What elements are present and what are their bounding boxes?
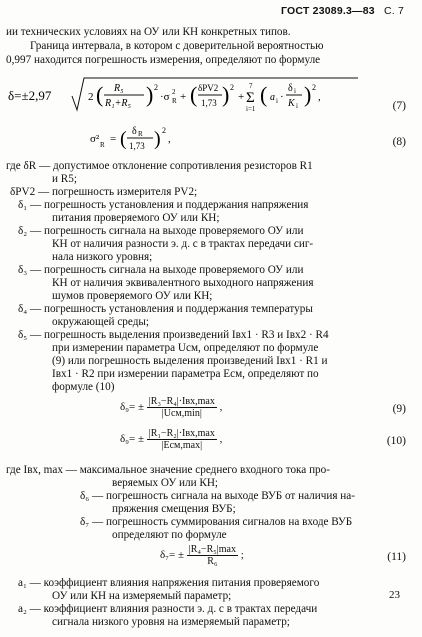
- paragraph-line: ии технических условиях на ОУ или КН конкретных типов.: [6, 26, 291, 38]
- svg-text:K: K: [288, 98, 295, 109]
- svg-text:2: 2: [172, 88, 176, 96]
- svg-text:·: ·: [280, 91, 284, 103]
- svg-text:i: i: [294, 87, 296, 95]
- formula-10-denominator: |Eсм,max|: [161, 440, 203, 451]
- svg-text:,: ,: [168, 133, 171, 145]
- svg-text:2: 2: [162, 126, 166, 135]
- svg-text:): ): [146, 82, 154, 107]
- formula-9-denominator: |Uсм,min|: [161, 408, 202, 419]
- formula-11-lhs: δ₇= ±: [160, 549, 185, 562]
- formula-7-number: (7): [392, 100, 406, 112]
- definition-line: формуле (10): [52, 381, 115, 393]
- svg-text:R: R: [172, 97, 177, 105]
- definition-line: ОУ или КН на измеряемый параметр;: [52, 590, 232, 602]
- definition-line: пряжения смещения ВУБ;: [112, 503, 236, 515]
- definition-line: веряемых ОУ или КН;: [112, 477, 219, 489]
- formula-7-lhs: δ=±2,97: [8, 88, 52, 103]
- header-page: С. 7: [383, 5, 404, 17]
- formula-9: δ₉= ± $\frac{\text{|R₃−R₄|·Iвх,max}}{\text{|Uсм,min|}}$ ,: [120, 396, 223, 419]
- svg-text:(: (: [190, 82, 198, 107]
- page-number: 23: [389, 589, 400, 601]
- svg-text:2: 2: [154, 83, 158, 92]
- svg-text:δ: δ: [288, 83, 293, 94]
- standard-number: ГОСТ 23089.3—83: [281, 5, 375, 17]
- definition-line: δ₆ — погрешность сигнала на выходе ВУБ от наличия на-: [80, 490, 355, 502]
- formula-11-denominator: R₆: [207, 556, 218, 567]
- definition-line: и R5;: [52, 173, 77, 185]
- formula-10-lhs: δ₉= ±: [120, 433, 145, 446]
- formula-7-graphic: [8, 74, 368, 120]
- svg-text:Σ: Σ: [246, 90, 255, 106]
- svg-text:i=1: i=1: [246, 105, 256, 113]
- definition-line: a₂ — коэффициент влияния разности э. д. с в трактах передачи: [18, 603, 318, 615]
- definition-line: КН от наличия эквивалентного выходного напряжения: [52, 277, 314, 289]
- definition-line: где δR — допустимое отклонение сопротивления резисторов R1: [6, 160, 313, 172]
- definition-line: Iвх1 · R2 при измерении параметра Eсм, определяют по: [52, 368, 319, 380]
- paragraph-line: Граница интервала, в котором с доверительной вероятностью: [30, 40, 324, 52]
- svg-text:,: ,: [318, 91, 321, 103]
- formula-8-lhs: σ²: [90, 133, 100, 145]
- formula-11-number: (11): [387, 551, 406, 563]
- svg-text:i: i: [276, 97, 278, 105]
- definition-line: a₁ — коэффициент влияния напряжения питания проверяемого: [18, 577, 320, 589]
- formula-10: δ₉= ± $\frac{\text{|R₁−R₂|·Iвх,max}}{\text{|Eсм,max|}}$ ,: [120, 428, 223, 451]
- formula-8-graphic: [8, 122, 208, 156]
- svg-text:1,73: 1,73: [129, 141, 145, 151]
- svg-text:2: 2: [88, 91, 94, 103]
- svg-text:7: 7: [249, 82, 253, 90]
- definition-line: δ₄ — погрешность установления и поддержания температуры: [18, 303, 313, 315]
- svg-text:2: 2: [230, 83, 234, 92]
- page-header: [281, 5, 404, 17]
- svg-text:2: 2: [312, 83, 316, 92]
- svg-text:a: a: [270, 92, 275, 103]
- svg-text:): ): [222, 82, 230, 107]
- svg-text:1,73: 1,73: [201, 98, 217, 108]
- svg-text:+: +: [238, 91, 245, 103]
- formula-9-fraction: [147, 396, 217, 419]
- svg-text:R₁+R₅: R₁+R₅: [105, 98, 131, 109]
- definition-line: нала низкого уровня;: [52, 251, 153, 263]
- formula-10-number: (10): [386, 435, 406, 447]
- definition-line: шумов проверяемого ОУ или КН;: [52, 290, 213, 302]
- definition-line: δ₇ — погрешность суммирования сигналов на входе ВУБ: [80, 516, 353, 528]
- svg-text:δ: δ: [132, 126, 137, 137]
- definition-line: (9) или погрешность выделения произведений Iвх1 · R1 и: [52, 355, 328, 367]
- formula-8-number: (8): [392, 136, 406, 148]
- svg-text:R: R: [100, 141, 105, 149]
- definition-line: δPV2 — погрешность измерителя PV2;: [10, 186, 198, 198]
- definition-line: определяют по формуле: [112, 529, 227, 541]
- definition-line: δ₂ — погрешность сигнала на выходе проверяемого ОУ или: [18, 225, 304, 237]
- definition-line: где Iвх, max — максимальное значение среднего входного тока про-: [6, 464, 330, 476]
- svg-text:=: =: [110, 133, 117, 145]
- formula-9-numerator: |R₃−R₄|·Iвх,max: [148, 396, 215, 407]
- svg-text:R: R: [138, 130, 143, 138]
- svg-text:·σ: ·σ: [160, 91, 170, 103]
- formula-10-numerator: |R₁−R₂|·Iвх,max: [148, 428, 215, 439]
- svg-text:i: i: [296, 102, 298, 110]
- svg-text:): ): [154, 128, 161, 150]
- formula-11-numerator: |R₄−R₅|max: [188, 544, 236, 555]
- formula-11-fraction: [187, 544, 238, 567]
- definition-line: КН от наличия разности э. д. с в трактах передачи сиг-: [52, 238, 314, 250]
- svg-text:R₅: R₅: [114, 83, 124, 94]
- svg-text:(: (: [120, 128, 127, 150]
- formula-9-number: (9): [392, 403, 406, 415]
- svg-text:δPV2: δPV2: [198, 83, 219, 93]
- svg-text:(: (: [96, 82, 104, 107]
- definition-line: окружающей среды;: [52, 316, 150, 328]
- paragraph-line: 0,997 находится погрешность измерения, определяют по формуле: [6, 54, 321, 66]
- definition-line: δ₅ — погрешность выделения произведений Iвх1 · R3 и Iвх2 · R4: [18, 329, 329, 341]
- definition-line: сигнала низкого уровня на измеряемый параметр;: [52, 616, 290, 628]
- svg-text:+: +: [180, 91, 187, 103]
- definition-line: при измерении параметра Uсм, определяют по формуле: [52, 342, 319, 354]
- definition-line: питания проверяемого ОУ или КН;: [52, 212, 220, 224]
- svg-text:(: (: [260, 82, 268, 107]
- formula-9-lhs: δ₉= ±: [120, 401, 145, 414]
- formula-10-fraction: [147, 428, 217, 451]
- definition-line: δ₃ — погрешность сигнала на выходе проверяемого ОУ или: [18, 264, 304, 276]
- definition-line: δ₁ — погрешность установления и поддержания напряжения: [18, 199, 309, 211]
- svg-text:): ): [304, 82, 312, 107]
- formula-11: δ₇= ± $\frac{\text{|R₄−R₅|max}}{\text{R₆}}$ ;: [160, 544, 244, 567]
